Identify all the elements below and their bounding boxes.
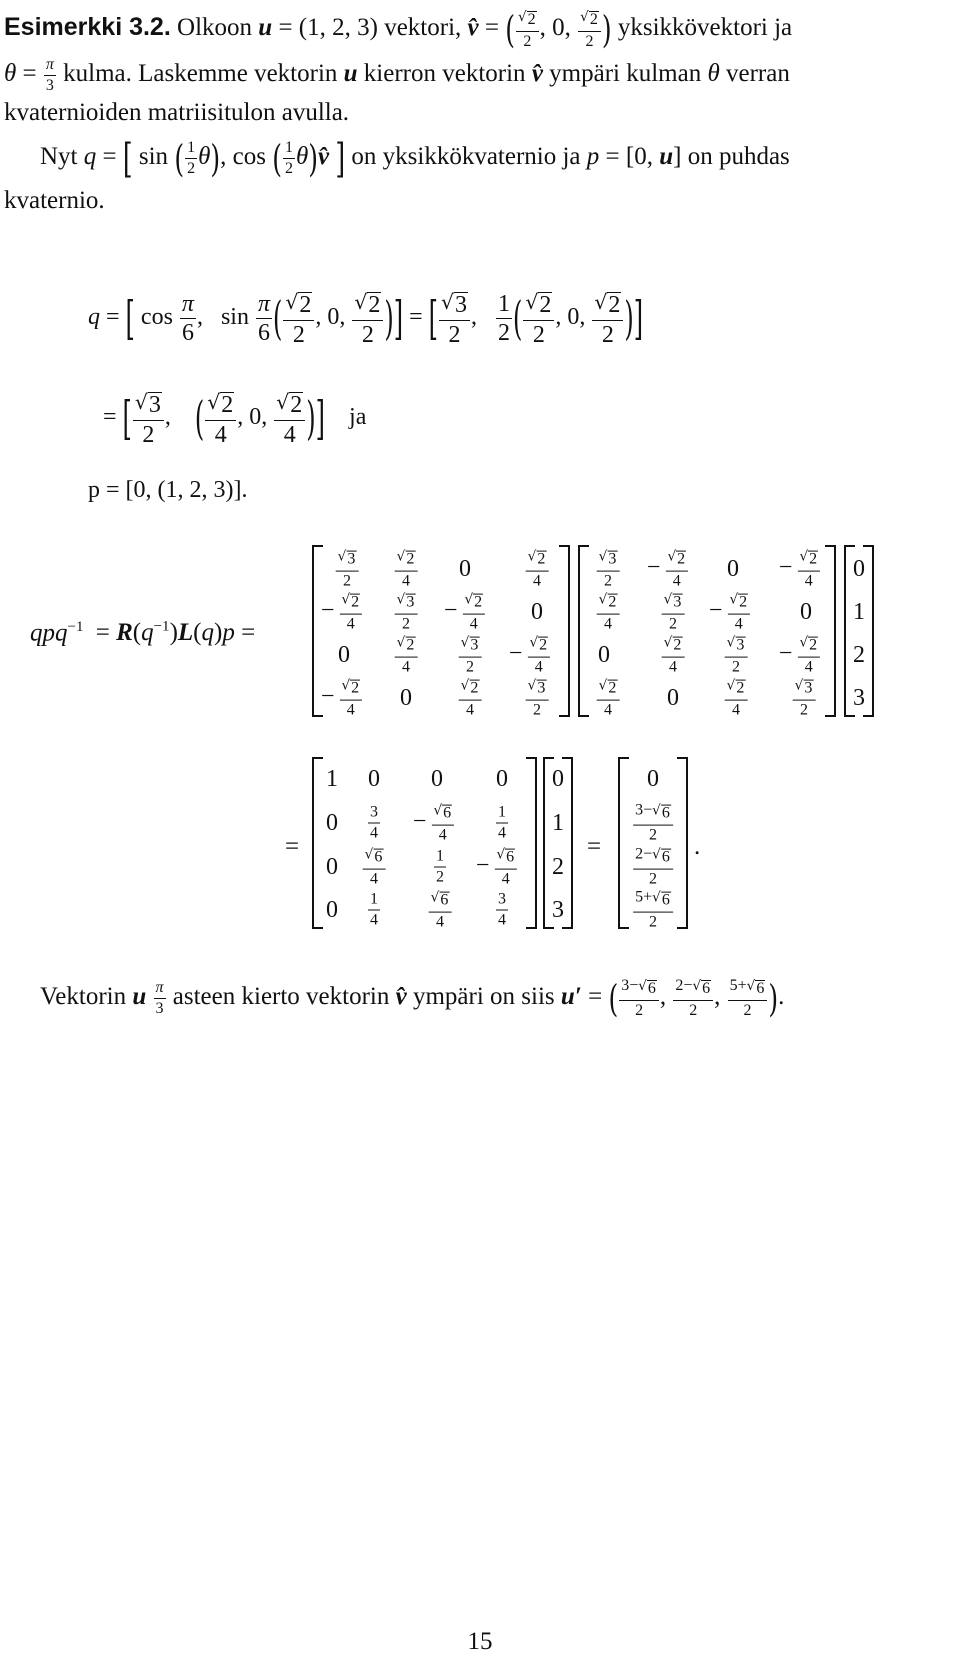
period: . [694,833,701,860]
nyt-line-2: kvaternio. [4,187,105,214]
vector-p-1: 0 1 2 3 [844,545,874,717]
vector-result: 0 3− √ 6 2 2− √ 6 2 5+ √ 6 2 [618,757,688,929]
para-line-1: Esimerkki 3.2. Olkoon u = (1, 2, 3) vektori, v̂ = ( √ 2 2 , 0, √ 2 2 ) yksikkövektori ja [4,7,793,52]
qpq-label: $qpq^{-1} = R(q^{-1})L(q)p$ = [30,619,256,647]
para-line-3: kvaternioiden matriisitulon avulla. [4,99,350,126]
matrix-l: √ 3 2 − √ 2 4 0 − √ 2 4 √ 2 4 √ 3 2 − √ 2 4 0 0 √ 2 4 √ 3 2 − √ 2 4 √ 2 4 0 √ 2 4 √ 3 2 [578,545,836,717]
p-line: p = [0, (1, 2, 3)]. [88,477,248,503]
para-line-2: θ = $\frac{\pi}{3}$ kulma. Laskemme vektorin u kierron vektorin v̂ ympäri kulman θ verran [4,56,790,94]
vector-p-2: 0 1 2 3 [543,757,573,929]
example-label: Esimerkki 3.2. [4,13,171,42]
equals-3: = [587,833,602,860]
ja-word: ja [349,404,367,431]
matrix-r: √ 3 2 √ 2 4 0 √ 2 4 − √ 2 4 √ 3 2 − √ 2 4 0 0 √ 2 4 √ 3 2 − √ 2 4 − √ 2 4 0 √ 2 4 √ 3 2 [312,545,570,717]
nyt-line: Nyt q = [ sin ( $\frac{1}{2}$ θ), cos ( $\frac{1}{2}$ θ)v̂ ] on yksikkökvaternio ja p = [0, u] on puhdas [40,135,790,182]
equals-2: = [285,833,300,860]
conclusion-line: Vektorin u $\frac{\pi}{3}$ asteen kierto vektorin v̂ ympäri on siis u′ = ( 3− √ 6 2 , 2− √ 6 2 , 5+ √ 6 2 ). [40,976,785,1021]
q-equation-2: = [ √ 3 2 , ( √ 2 4 , 0, √ 2 4 )] ja [103,390,367,449]
page-number: 15 [467,1628,493,1655]
matrix-product: 1 0 0 0 0 $\frac{3}{4}$ − √ 6 4 $\frac{1}{4}$ 0 √ 6 4 $\frac{1}{2}$ − √ 6 4 0 $\frac{1}{4}$ √ 6 4 $\frac{3}{4}$ [312,757,537,929]
q-equation-1: q = [ cos $\frac{\pi}{6}$ , sin $\frac{\pi}{6}$ ( √ 2 2 , 0, √ 2 2 )] = [ √ 3 2 , $\frac{1}{2}$ ( √ 2 2 , 0, √ 2 2 )] [88,290,644,349]
